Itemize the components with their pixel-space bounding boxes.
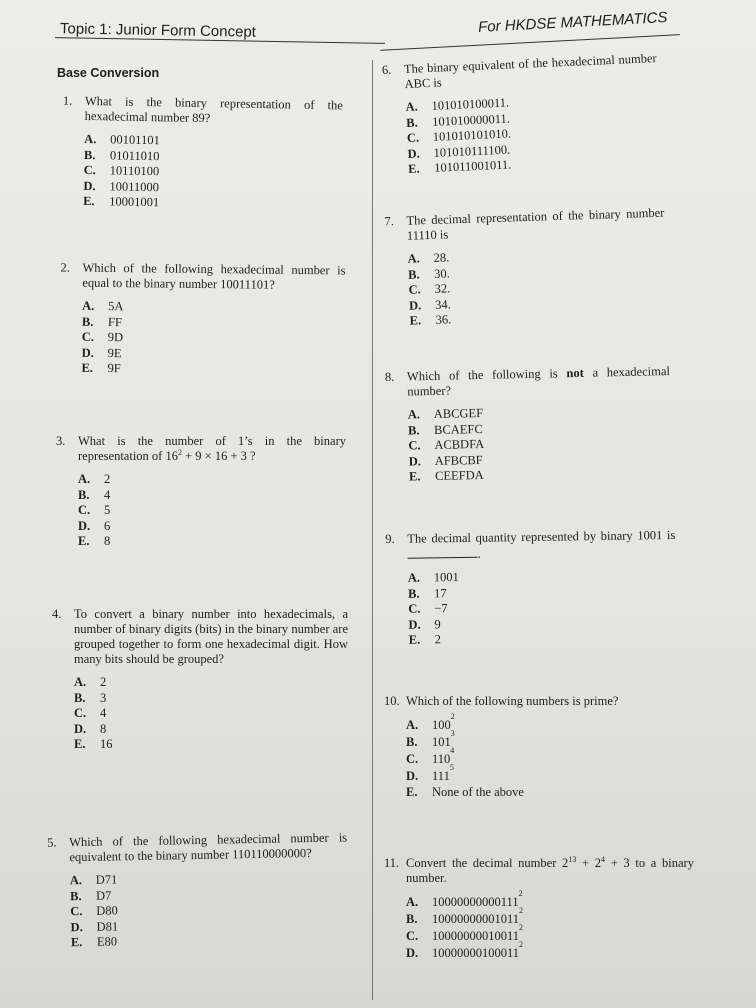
text-segment: Which of the following hexadecimal number is equivalent to the binary number 110110000000? [69, 830, 348, 865]
subject-title: For HKDSE MATHEMATICS [477, 9, 668, 36]
text-segment: + 2 [576, 856, 601, 870]
text-segment: The decimal representation of the binary number 11110 is [406, 205, 665, 243]
question-number: 9. [385, 531, 395, 547]
option-a[interactable] [406, 712, 669, 734]
option-label: E. [408, 469, 421, 484]
option-label: B. [81, 314, 94, 329]
question-stem [52, 607, 348, 667]
option-value: FF [107, 314, 122, 329]
question-text [85, 94, 343, 128]
question-text [69, 830, 347, 865]
option-label: E. [81, 360, 94, 375]
option-label: B. [406, 912, 418, 926]
option-value: 10011000 [109, 178, 160, 194]
option-value: 17 [433, 585, 447, 600]
option-label: D. [81, 345, 94, 360]
option-label: C. [83, 162, 96, 178]
section-heading: Base Conversion [57, 66, 160, 80]
option-label: E. [407, 161, 421, 176]
option-c[interactable] [406, 923, 694, 945]
option-label: B. [407, 422, 420, 438]
option-label: B. [83, 147, 96, 162]
question-number: 8. [384, 369, 395, 384]
superscript: 4 [601, 854, 605, 864]
options-list [408, 402, 673, 485]
question-9 [385, 528, 677, 649]
superscript: 13 [568, 854, 577, 864]
question-text [74, 607, 348, 667]
question-6 [382, 51, 662, 178]
option-label: B. [405, 115, 418, 130]
option-label: E. [408, 632, 421, 647]
option-label: A. [407, 251, 421, 266]
option-value: D7 [95, 888, 112, 903]
option-value: 101 [432, 735, 451, 749]
base-subscript: 2 [519, 923, 524, 932]
text-segment: To convert a binary number into hexadecimals, a number of binary digits (bits) in the binary number are grouped together to form one hexadecimal digit. How many bits should be grouped? [74, 607, 348, 666]
option-value: 1001 [433, 570, 459, 585]
option-label: D. [70, 919, 83, 934]
option-value: 5 [104, 503, 111, 517]
text-segment: What is the binary representation of the hexadecimal number 89? [84, 93, 343, 126]
question-stem [385, 364, 671, 400]
question-2 [59, 261, 345, 379]
superscript: 2 [177, 447, 182, 457]
options-list [406, 712, 669, 801]
option-label: C. [408, 601, 421, 616]
option-b[interactable] [406, 906, 694, 928]
option-label: C. [406, 130, 420, 146]
option-e[interactable] [78, 534, 346, 550]
option-c[interactable] [74, 706, 348, 722]
option-label: D. [406, 946, 419, 960]
option-label: C. [406, 752, 419, 766]
text-segment: The binary equivalent of the hexadecimal number ABC is [403, 51, 657, 92]
option-value: 4 [100, 706, 107, 720]
option-label: D. [408, 453, 422, 469]
option-a[interactable] [78, 472, 346, 488]
question-5 [47, 830, 349, 951]
options-list [406, 889, 694, 962]
option-value: 101010111100. [433, 142, 511, 160]
option-label: B. [406, 735, 418, 749]
question-text [406, 856, 694, 886]
text-segment: What is the number of 1’s in the binary representation of 16 [78, 434, 346, 463]
option-label: D. [406, 769, 419, 783]
option-d[interactable] [78, 519, 346, 535]
option-label: D. [407, 145, 421, 161]
option-value: 16 [100, 737, 113, 751]
option-label: A. [406, 895, 419, 909]
option-value: 34. [434, 296, 451, 312]
option-value: 9D [107, 330, 124, 345]
option-value: 101010100011. [431, 95, 510, 113]
text-segment: a hexadecimal number? [407, 364, 671, 399]
question-11 [384, 856, 694, 962]
option-value: 10110100 [109, 163, 160, 179]
option-e[interactable] [81, 361, 344, 379]
question-stem [60, 261, 345, 294]
option-label: B. [74, 690, 86, 705]
question-text [78, 434, 346, 464]
option-value: 3 [100, 690, 107, 705]
option-value: E80 [96, 934, 118, 949]
option-e[interactable] [83, 194, 341, 214]
text-segment: The decimal quantity represented by binary 1001 is [407, 527, 676, 546]
emphasis: not [566, 365, 584, 381]
question-7 [384, 206, 667, 330]
option-label: D. [78, 518, 91, 533]
options-list [74, 675, 348, 753]
option-value: 00101101 [110, 132, 160, 148]
base-subscript: 5 [449, 763, 454, 772]
question-number: 5. [47, 835, 57, 850]
option-value: 9 [434, 616, 441, 631]
option-d[interactable] [406, 763, 669, 785]
question-text [406, 694, 618, 709]
option-label: C. [408, 438, 421, 453]
question-stem [384, 206, 665, 245]
options-list [70, 868, 349, 950]
option-value: 10000000010011 [432, 929, 520, 943]
option-e[interactable] [406, 785, 669, 801]
option-value: CEEFDA [434, 467, 484, 483]
text-segment: Which of the following hexadecimal number is equal to the binary number 10011101? [82, 260, 346, 292]
option-value: ABCGEF [433, 405, 484, 421]
answer-blank [407, 546, 477, 559]
options-list [408, 567, 677, 648]
option-label: C. [406, 929, 419, 943]
option-label: A. [78, 472, 91, 486]
option-value: D80 [96, 903, 118, 918]
option-a[interactable] [74, 675, 348, 691]
option-label: E. [406, 785, 418, 799]
option-value: 9F [107, 361, 121, 376]
question-stem [382, 51, 658, 93]
option-value: 8 [100, 721, 107, 736]
question-1 [61, 94, 343, 214]
option-label: E. [83, 193, 95, 209]
option-value: 10000000100011 [432, 946, 520, 960]
option-d[interactable] [74, 722, 348, 738]
option-label: E. [70, 935, 83, 950]
option-b[interactable] [74, 691, 348, 707]
options-list [407, 244, 667, 330]
question-text [404, 51, 658, 92]
base-subscript: 2 [518, 889, 523, 898]
option-value: 2 [434, 632, 442, 647]
option-value: 10000000000111 [432, 895, 519, 909]
base-subscript: 2 [519, 940, 524, 949]
option-label: E. [78, 534, 90, 548]
option-label: D. [408, 297, 422, 313]
question-4 [52, 607, 348, 753]
text-segment: Which of the following is [406, 366, 567, 384]
question-number: 7. [384, 214, 395, 229]
option-value: 4 [104, 487, 111, 502]
option-value: 101011001011. [433, 157, 512, 175]
question-8 [385, 364, 672, 485]
option-value: None of the above [432, 785, 524, 799]
column-divider [372, 60, 373, 1000]
option-b[interactable] [406, 729, 669, 751]
option-value: 28. [433, 250, 450, 265]
question-text [407, 364, 671, 400]
option-label: A. [407, 570, 421, 585]
question-stem [47, 830, 347, 865]
option-value: 10000000001011 [432, 912, 520, 926]
option-label: E. [409, 313, 422, 328]
option-value: 8 [104, 534, 111, 548]
options-list [83, 132, 342, 214]
option-label: A. [407, 407, 421, 422]
option-value: 32. [434, 281, 451, 296]
option-label: E. [74, 737, 86, 751]
option-label: C. [408, 282, 422, 297]
text-segment: . [477, 546, 481, 561]
option-label: C. [74, 706, 87, 720]
option-label: B. [407, 266, 420, 282]
option-c[interactable] [78, 503, 346, 519]
text-segment: + 9 × 16 + 3 ? [181, 449, 256, 463]
question-stem [385, 528, 675, 563]
option-label: A. [69, 873, 83, 888]
option-value: 101010000011. [431, 111, 511, 129]
base-subscript: 2 [450, 712, 455, 721]
option-value: 01011010 [109, 147, 160, 163]
option-a[interactable] [406, 889, 694, 911]
option-label: A. [406, 718, 419, 732]
option-value: ACBDFA [434, 436, 485, 452]
option-value: 30. [433, 265, 450, 281]
option-c[interactable] [406, 746, 669, 768]
question-number: 2. [60, 260, 70, 275]
question-number: 10. [384, 694, 400, 708]
question-stem [56, 434, 346, 464]
question-stem [63, 94, 343, 129]
option-label: B. [78, 487, 90, 502]
option-value: D81 [96, 918, 119, 934]
option-label: C. [81, 329, 95, 344]
option-label: D. [83, 178, 96, 193]
question-stem [384, 694, 669, 709]
option-label: D. [74, 721, 87, 736]
question-number: 3. [56, 434, 66, 448]
option-value: 36. [435, 312, 452, 327]
option-label: D. [408, 617, 421, 632]
option-label: C. [78, 503, 91, 517]
option-value: 10001001 [109, 194, 160, 210]
option-label: A. [74, 675, 87, 689]
options-list [81, 299, 345, 379]
option-value: 9E [107, 345, 122, 360]
option-label: A. [84, 131, 97, 147]
option-value: 111 [432, 769, 450, 783]
option-d[interactable] [406, 940, 694, 962]
base-subscript: 3 [450, 729, 455, 738]
option-value: 6 [104, 518, 111, 533]
option-value: 101010101010. [432, 126, 512, 144]
question-10 [384, 694, 669, 801]
question-stem [384, 856, 694, 886]
option-value: 2 [104, 472, 111, 486]
option-label: B. [407, 586, 420, 601]
base-subscript: 4 [450, 746, 455, 755]
base-subscript: 2 [519, 906, 524, 915]
option-value: AFBCBF [434, 452, 483, 468]
option-e[interactable] [409, 629, 677, 648]
option-value: 5A [108, 299, 124, 314]
header-rule-right [380, 34, 680, 51]
options-list [405, 89, 661, 177]
question-text [407, 528, 675, 563]
text-segment: Convert the decimal number 2 [406, 856, 569, 870]
option-d[interactable] [82, 345, 345, 363]
option-value: 100 [432, 718, 451, 732]
question-text [82, 261, 345, 294]
option-value: 2 [100, 675, 107, 689]
option-e[interactable] [74, 737, 348, 753]
option-label: C. [70, 904, 83, 919]
question-number: 1. [62, 93, 73, 108]
option-label: A. [405, 99, 419, 115]
option-b[interactable] [78, 488, 346, 504]
question-number: 11. [384, 856, 400, 870]
option-value: 110 [432, 752, 451, 766]
option-label: A. [82, 298, 95, 313]
option-label: B. [69, 888, 82, 903]
topic-title: Topic 1: Junior Form Concept [59, 20, 257, 41]
question-3 [56, 434, 346, 550]
option-value: D71 [95, 872, 118, 887]
text-segment: + 3 to a binary number. [406, 856, 694, 885]
options-list [78, 472, 346, 550]
question-text [406, 206, 665, 244]
question-number: 6. [381, 62, 392, 78]
question-number: 4. [52, 607, 62, 621]
option-value: −7 [434, 601, 448, 616]
option-value: BCAEFC [433, 421, 483, 437]
text-segment: Which of the following numbers is prime? [406, 694, 619, 708]
